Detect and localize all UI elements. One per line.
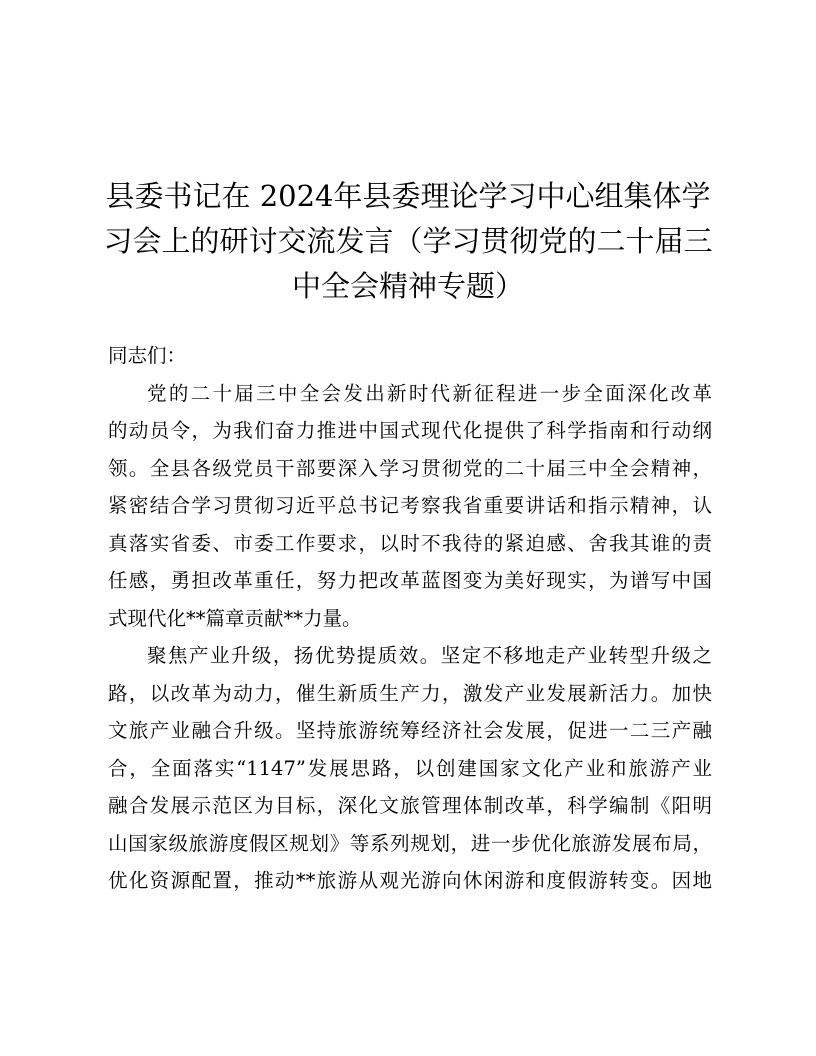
document-title <box>100 174 716 309</box>
paragraph-line: 融合发展示范区为目标，深化文旅管理体制改革，科学编制《阳明 <box>108 794 712 817</box>
paragraph <box>108 375 712 638</box>
document-body <box>108 337 712 900</box>
paragraph-line: 式现代化**篇章贡献**力量。 <box>108 606 362 630</box>
salutation: 同志们： <box>108 344 187 367</box>
paragraph-line: 优化资源配置，推动**旅游从观光游向休闲游和度假游转变。因地 <box>108 869 712 892</box>
paragraph-line: 紧密结合学习贯彻习近平总书记考察我省重要讲话和指示精神，认 <box>108 494 712 517</box>
paragraph-line: 聚焦产业升级，扬优势提质效。坚定不移地走产业转型升级之 <box>147 644 712 667</box>
title-line: 习会上的研讨交流发言（学习贯彻党的二十届三 <box>103 224 713 258</box>
paragraph-line: 文旅产业融合升级。坚持旅游统筹经济社会发展，促进一二三产融 <box>108 719 712 742</box>
paragraph <box>108 637 712 900</box>
title-line: 中全会精神专题） <box>291 269 524 303</box>
paragraph-line: 山国家级旅游度假区规划》等系列规划，进一步优化旅游发展布局， <box>108 831 712 855</box>
paragraph-line: 党的二十届三中全会发出新时代新征程进一步全面深化改革 <box>147 381 712 405</box>
paragraph-line: 合，全面落实“1147”发展思路，以创建国家文化产业和旅游产业 <box>108 756 712 780</box>
paragraph-line: 路，以改革为动力，催生新质生产力，激发产业发展新活力。加快 <box>108 681 712 705</box>
title-line: 县委书记在 2024年县委理论学习中心组集体学 <box>105 179 711 213</box>
paragraph-line: 任感，勇担改革重任，努力把改革蓝图变为美好现实，为谱写中国 <box>108 569 712 592</box>
paragraph-line: 真落实省委、市委工作要求，以时不我待的紧迫感、舍我其谁的责 <box>108 531 712 555</box>
paragraph-line: 领。全县各级党员干部要深入学习贯彻党的二十届三中全会精神， <box>108 456 712 480</box>
paragraph-line: 的动员令，为我们奋力推进中国式现代化提供了科学指南和行动纲 <box>108 419 712 442</box>
